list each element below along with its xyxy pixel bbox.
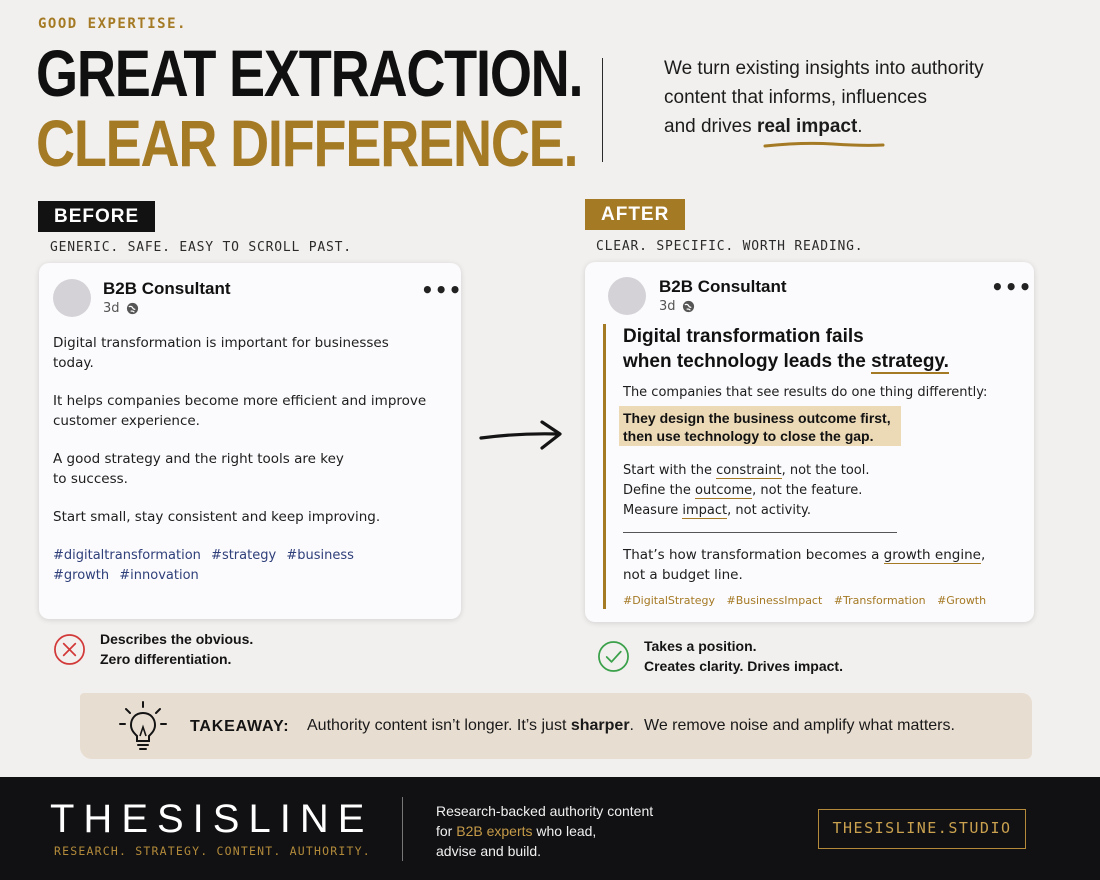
post-menu-button[interactable]: ••• — [991, 275, 1033, 299]
principle-post: , not the feature. — [752, 483, 863, 498]
post-age: 3d — [659, 299, 676, 314]
takeaway-text-pre: Authority content isn’t longer. It’s just — [307, 717, 571, 734]
principle-pre: Start with the — [623, 463, 717, 478]
post-paragraph: Start small, stay consistent and keep improving. — [53, 509, 381, 525]
hashtag-link[interactable]: #BusinessImpact — [726, 594, 823, 607]
post-meta — [659, 299, 695, 314]
quote-accent-bar — [603, 324, 606, 609]
footer — [0, 777, 1100, 880]
takeaway-text-post: . — [629, 717, 634, 734]
intro-line-1: We turn existing insights into authority — [664, 58, 984, 79]
hashtag-link[interactable]: #growth — [53, 568, 110, 583]
before-tag: BEFORE — [38, 201, 155, 232]
headline-line-2: CLEAR DIFFERENCE. — [36, 106, 578, 180]
post-paragraph: It helps companies become more efficient and improve customer experience. — [53, 393, 427, 429]
avatar — [608, 277, 646, 315]
before-post-body — [53, 333, 433, 545]
post-meta — [103, 301, 139, 316]
globe-icon — [126, 302, 139, 315]
takeaway-emphasis: sharper — [570, 717, 630, 734]
principle-post: , not activity. — [727, 503, 812, 518]
post-author[interactable]: B2B Consultant — [103, 279, 231, 298]
footer-description — [436, 801, 653, 861]
principle-post: , not the tool. — [781, 463, 870, 478]
intro-line-3 — [664, 112, 1064, 141]
x-circle-icon — [53, 633, 86, 666]
post-age: 3d — [103, 301, 120, 316]
closing-key: growth engine — [883, 547, 981, 563]
post-author[interactable]: B2B Consultant — [659, 277, 787, 296]
after-verdict-text — [644, 636, 843, 676]
principle-line — [623, 501, 869, 521]
footer-divider — [402, 797, 403, 861]
principle-pre: Define the — [623, 483, 696, 498]
intro-line-3-post: . — [857, 116, 863, 137]
post-paragraph: Digital transformation is important for businesses today. — [53, 335, 389, 371]
after-verdict-line-2: Creates clarity. Drives impact. — [644, 658, 843, 674]
takeaway-label: TAKEAWAY: — [190, 718, 290, 735]
principle-key: constraint — [716, 463, 782, 478]
footer-desc-post: who lead, — [532, 823, 597, 839]
highlight-line-1: They design the business outcome first, — [623, 410, 891, 426]
hashtag-link[interactable]: #DigitalStrategy — [623, 594, 716, 607]
post-menu-button[interactable]: ••• — [421, 278, 463, 302]
footer-desc-line-1: Research-backed authority content — [436, 803, 654, 819]
after-post-intro: The companies that see results do one thing differently: — [623, 385, 988, 400]
takeaway-text-second: We remove noise and amplify what matters. — [644, 717, 955, 734]
check-circle-icon — [597, 640, 630, 673]
intro-text — [664, 54, 1064, 141]
after-verdict — [597, 636, 843, 676]
after-title-line-2 — [623, 349, 949, 374]
closing-line-1 — [623, 545, 985, 565]
closing-post: , — [980, 547, 986, 563]
after-subtag: CLEAR. SPECIFIC. WORTH READING. — [596, 239, 864, 254]
headline — [36, 38, 582, 178]
kicker: GOOD EXPERTISE. — [38, 16, 187, 32]
principle-key: impact — [682, 503, 728, 518]
after-post-title — [623, 324, 949, 374]
hashtag-link[interactable]: #digitaltransformation — [53, 548, 201, 563]
after-tag: AFTER — [585, 199, 685, 230]
before-verdict-line-2: Zero differentiation. — [100, 651, 232, 667]
lightbulb-icon — [118, 700, 168, 752]
before-verdict-line-1: Describes the obvious. — [100, 631, 254, 647]
after-post-closing — [623, 545, 985, 585]
brand-logo: THESISLINE — [50, 797, 374, 841]
brush-underline-icon — [763, 141, 885, 149]
hashtag-link[interactable]: #Growth — [937, 594, 987, 607]
intro-line-2: content that informs, influences — [664, 87, 927, 108]
avatar — [53, 279, 91, 317]
footer-desc-gold: B2B experts — [456, 823, 533, 839]
hashtag-link[interactable]: #business — [286, 548, 354, 563]
globe-icon — [682, 300, 695, 313]
after-post-card — [585, 262, 1034, 622]
before-post-card — [39, 263, 461, 619]
website-link-button[interactable]: THESISLINE.STUDIO — [818, 809, 1026, 849]
takeaway-text — [307, 717, 955, 735]
intro-line-3-pre: and drives — [664, 116, 757, 137]
brand-tagline: RESEARCH. STRATEGY. CONTENT. AUTHORITY. — [54, 844, 371, 858]
after-verdict-line-1: Takes a position. — [644, 638, 757, 654]
principle-key: outcome — [695, 483, 753, 498]
closing-pre: That’s how transformation becomes a — [623, 547, 884, 563]
before-hashtags — [53, 546, 413, 586]
footer-desc-line-3: advise and build. — [436, 843, 542, 859]
before-subtag: GENERIC. SAFE. EASY TO SCROLL PAST. — [50, 240, 352, 255]
before-verdict-text — [100, 629, 253, 669]
after-post-principles — [623, 461, 869, 521]
hashtag-link[interactable]: #strategy — [211, 548, 277, 563]
highlight-line-2: then use technology to close the gap. — [623, 428, 874, 444]
closing-line-2: not a budget line. — [623, 567, 743, 583]
principle-line — [623, 461, 869, 481]
after-title-key: strategy. — [871, 351, 949, 372]
highlighted-insight — [619, 406, 901, 446]
arrow-right-icon — [478, 418, 566, 454]
footer-desc-pre: for — [436, 823, 457, 839]
principle-line — [623, 481, 869, 501]
section-divider — [623, 532, 897, 533]
post-paragraph: A good strategy and the right tools are key to success. — [53, 451, 344, 487]
after-hashtags — [623, 594, 994, 607]
before-verdict — [53, 629, 253, 669]
principle-pre: Measure — [623, 503, 683, 518]
hashtag-link[interactable]: #innovation — [119, 568, 199, 583]
intro-emphasis: real impact — [756, 116, 858, 137]
after-title-line-2-pre: when technology leads the — [623, 351, 872, 372]
after-title-line-1: Digital transformation fails — [623, 326, 864, 347]
hashtag-link[interactable]: #Transformation — [833, 594, 926, 607]
footer-desc-line-2 — [436, 821, 653, 841]
header-divider — [602, 58, 603, 162]
headline-line-1: GREAT EXTRACTION. — [36, 36, 583, 110]
